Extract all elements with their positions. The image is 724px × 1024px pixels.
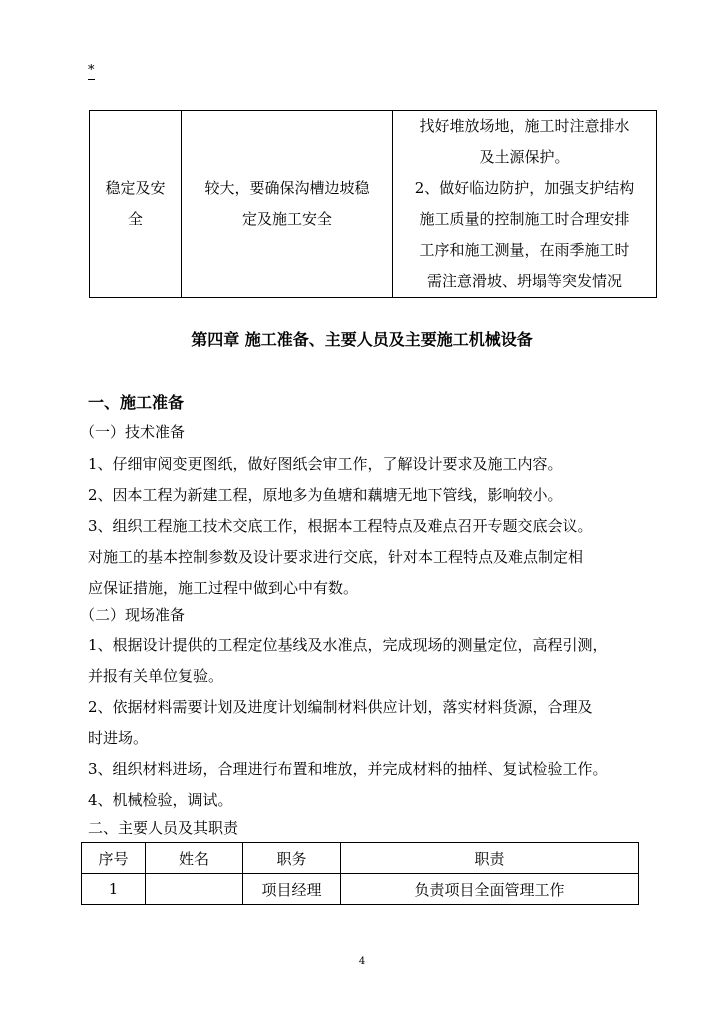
cell-line: 工序和施工测量，在雨季施工时 xyxy=(419,241,630,259)
risk-measures-cell xyxy=(393,111,657,298)
header-mark: * xyxy=(88,63,95,78)
paragraph-line: 1、仔细审阅变更图纸，做好图纸会审工作，了解设计要求及施工内容。 xyxy=(88,455,563,473)
table-cell: 1 xyxy=(82,874,146,905)
table-cell xyxy=(146,874,243,905)
paragraph-line: 2、因本工程为新建工程，原地多为鱼塘和藕塘无地下管线，影响较小。 xyxy=(88,486,563,504)
section-title-staff: 二、主要人员及其职责 xyxy=(88,819,239,837)
cell-line: 需注意滑坡、坍塌等突发情况 xyxy=(426,272,622,290)
cell-line: 及土源保护。 xyxy=(479,148,570,166)
staff-table xyxy=(81,842,639,905)
table-row xyxy=(82,874,639,905)
table-cell: 负责项目全面管理工作 xyxy=(341,874,639,905)
chapter-title: 第四章 施工准备、主要人员及主要施工机械设备 xyxy=(191,330,533,349)
paragraph-line: 3、组织工程施工技术交底工作，根据本工程特点及难点召开专题交底会议。 xyxy=(88,517,593,535)
page-number: 4 xyxy=(358,956,366,967)
subsection-title-site: （二）现场准备 xyxy=(80,606,186,624)
cell-line: 稳定及安 xyxy=(105,179,166,197)
cell-line: 施工质量的控制施工时合理安排 xyxy=(419,210,630,228)
header-cell: 序号 xyxy=(82,843,146,874)
paragraph-line: 2、依据材料需要计划及进度计划编制材料供应计划，落实材料货源，合理及 xyxy=(88,698,593,716)
table-row xyxy=(90,111,657,298)
section-title-preparation: 一、施工准备 xyxy=(88,393,185,412)
cell-line: 2、做好临边防护，加强支护结构 xyxy=(414,179,635,197)
paragraph-line: 并报有关单位复验。 xyxy=(88,667,224,685)
table-cell: 项目经理 xyxy=(243,874,341,905)
paragraph-line: 对施工的基本控制参数及设计要求进行交底，针对本工程特点及难点制定相 xyxy=(88,548,584,566)
header-cell: 职务 xyxy=(243,843,341,874)
subsection-title-technical: （一）技术准备 xyxy=(80,423,186,441)
cell-line: 找好堆放场地，施工时注意排水 xyxy=(419,117,630,135)
header-cell: 姓名 xyxy=(146,843,243,874)
header-rule xyxy=(88,79,95,80)
paragraph-line: 4、机械检验，调试。 xyxy=(88,791,233,809)
risk-item-cell xyxy=(90,111,182,298)
paragraph-line: 应保证措施，施工过程中做到心中有数。 xyxy=(88,579,359,597)
cell-line: 定及施工安全 xyxy=(241,210,332,228)
risk-table xyxy=(89,110,657,298)
paragraph-line: 1、根据设计提供的工程定位基线及水准点，完成现场的测量定位，高程引测， xyxy=(88,636,608,654)
table-header-row xyxy=(82,843,639,874)
cell-line: 较大，要确保沟槽边坡稳 xyxy=(204,179,370,197)
paragraph-line: 时进场。 xyxy=(88,729,149,747)
paragraph-line: 3、组织材料进场，合理进行布置和堆放，并完成材料的抽样、复试检验工作。 xyxy=(88,760,608,778)
risk-level-cell xyxy=(182,111,393,298)
cell-line: 全 xyxy=(127,210,143,228)
header-cell: 职责 xyxy=(341,843,639,874)
